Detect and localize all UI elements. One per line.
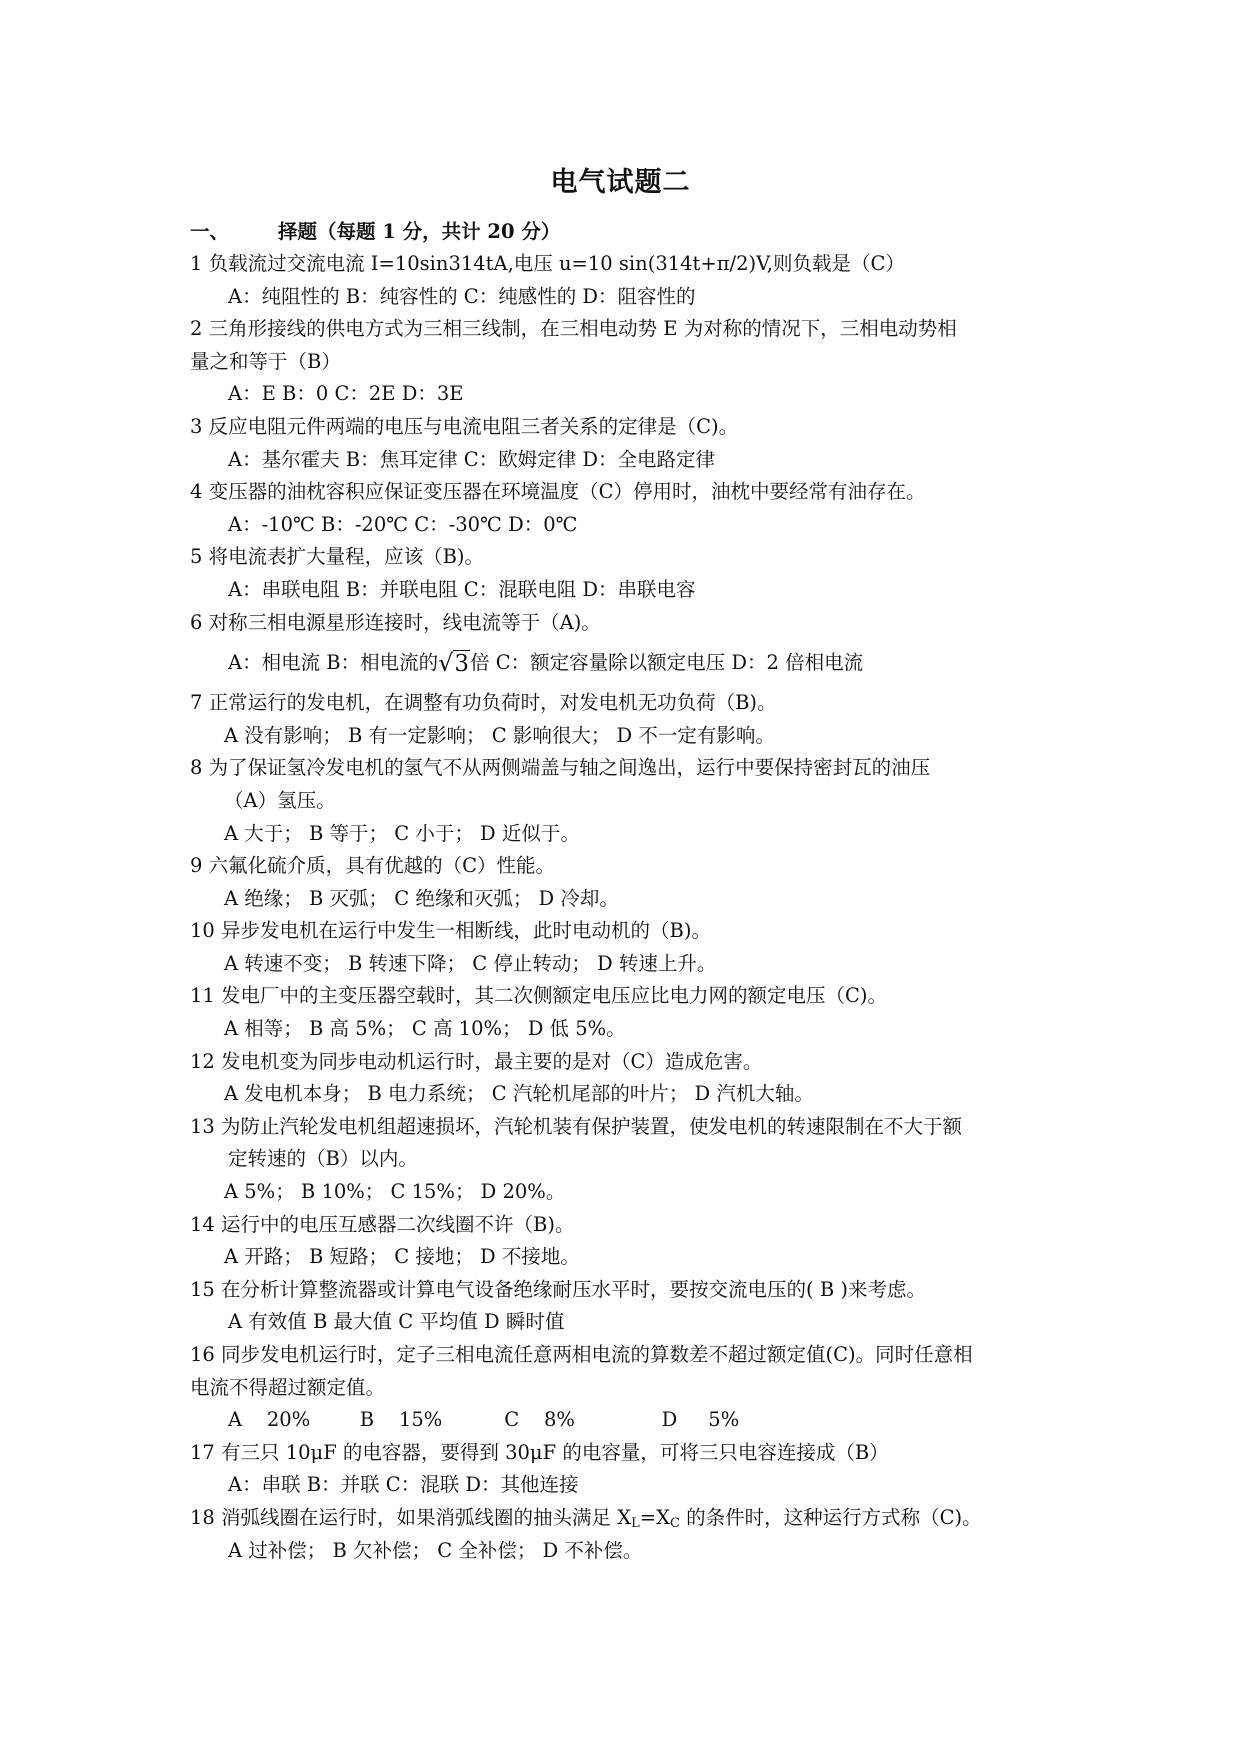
- question-9-options: A 绝缘； B 灭弧； C 绝缘和灭弧； D 冷却。: [224, 886, 619, 910]
- question-2-stem: 2 三角形接线的供电方式为三相三线制，在三相电动势 E 为对称的情况下，三相电动势相: [190, 317, 957, 341]
- question-14-options: A 开路； B 短路； C 接地； D 不接地。: [224, 1245, 580, 1269]
- question-16-stem-continued: 电流不得超过额定值。: [190, 1375, 386, 1399]
- section-number: 一、: [190, 220, 230, 243]
- question-5-options: A：串联电阻 B：并联电阻 C：混联电阻 D：串联电容: [228, 577, 696, 601]
- question-18-stem-after: 的条件时，这种运行方式称（C)。: [679, 1505, 982, 1529]
- question-13-stem-continued: 定转速的（B）以内。: [228, 1147, 418, 1171]
- square-root-symbol: [438, 649, 470, 678]
- question-4-stem: 4 变压器的油枕容积应保证变压器在环境温度（C）停用时，油枕中要经常有油存在。: [190, 480, 926, 504]
- document-title: 电气试题二: [550, 167, 691, 198]
- question-8-options: A 大于； B 等于； C 小于； D 近似于。: [224, 821, 580, 845]
- question-4-options: A：-10℃ B：-20℃ C：-30℃ D：0℃: [228, 512, 578, 536]
- question-16-stem: 16 同步发电机运行时，定子三相电流任意两相电流的算数差不超过额定值(C)。同时任意相: [190, 1343, 973, 1366]
- question-5-stem: 5 将电流表扩大量程，应该（B)。: [190, 545, 485, 569]
- question-18-options: A 过补偿； B 欠补偿； C 全补偿； D 不补偿。: [228, 1538, 643, 1562]
- section-heading-text: 择题（每题 1 分，共计 20 分）: [278, 220, 561, 243]
- question-7-stem: 7 正常运行的发电机，在调整有功负荷时，对发电机无功负荷（B)。: [190, 691, 777, 715]
- question-1-stem: 1 负载流过交流电流 I=10sin314tA,电压 u=10 sin(314t+π/2)V,则负载是（C）: [190, 252, 905, 275]
- section-heading: [190, 218, 560, 246]
- subscript-c: C: [669, 1515, 680, 1531]
- radicand: 3: [454, 651, 470, 678]
- question-6-options: [190, 639, 1070, 687]
- question-10-options: A 转速不变； B 转速下降； C 停止转动； D 转速上升。: [224, 951, 717, 975]
- question-list: [190, 248, 1070, 1567]
- subscript-l: L: [631, 1515, 640, 1531]
- question-15-options: A 有效值 B 最大值 C 平均值 D 瞬时值: [228, 1310, 565, 1334]
- question-8-stem: 8 为了保证氢冷发电机的氢气不从两侧端盖与轴之间逸出，运行中要保持密封瓦的油压: [190, 756, 931, 780]
- question-9-stem: 9 六氟化硫介质，具有优越的（C）性能。: [190, 854, 556, 878]
- question-6-stem: 6 对称三相电源星形连接时，线电流等于（A)。: [190, 610, 601, 634]
- question-11-options: A 相等； B 高 5%； C 高 10%； D 低 5%。: [224, 1017, 626, 1041]
- question-13-options: A 5%； B 10%； C 15%； D 20%。: [224, 1180, 566, 1204]
- question-2-options: A：E B：0 C：2E D：3E: [228, 382, 464, 406]
- question-6-options-after: 倍 C：额定容量除以额定电压 D：2 倍相电流: [470, 651, 864, 675]
- question-3-stem: 3 反应电阻元件两端的电压与电流电阻三者关系的定律是（C)。: [190, 414, 739, 438]
- question-18-stem-before: 18 消弧线圈在运行时，如果消弧线圈的抽头满足 X: [190, 1505, 632, 1529]
- question-18-stem: [190, 1502, 1070, 1535]
- question-6-options-before: A：相电流 B：相电流的: [228, 651, 439, 675]
- question-13-stem: 13 为防止汽轮发电机组超速损坏，汽轮机装有保护装置，使发电机的转速限制在不大于额: [190, 1114, 963, 1138]
- question-8-stem-continued: （A）氢压。: [224, 788, 336, 812]
- question-2-stem-continued: 量之和等于（B）: [190, 349, 341, 373]
- question-15-stem: 15 在分析计算整流器或计算电气设备绝缘耐压水平时，要按交流电压的( B )来考虑。: [190, 1277, 926, 1301]
- question-14-stem: 14 运行中的电压互感器二次线圈不许（B)。: [190, 1212, 575, 1236]
- question-17-stem: 17 有三只 10μF 的电容器，要得到 30μF 的电容量，可将三只电容连接成（B）: [190, 1440, 889, 1464]
- radical-sign: √: [438, 649, 454, 678]
- question-10-stem: 10 异步发电机在运行中发生一相断线，此时电动机的（B)。: [190, 919, 711, 943]
- question-12-options: A 发电机本身； B 电力系统； C 汽轮机尾部的叶片； D 汽机大轴。: [224, 1082, 814, 1106]
- question-7-options: A 没有影响； B 有一定影响； C 影响很大； D 不一定有影响。: [224, 723, 775, 747]
- question-16-options: A 20% B 15% C 8% D 5%: [228, 1408, 740, 1432]
- question-3-options: A：基尔霍夫 B：焦耳定律 C：欧姆定律 D：全电路定律: [228, 447, 716, 471]
- question-1-options: A：纯阻性的 B：纯容性的 C：纯感性的 D：阻容性的: [228, 284, 696, 308]
- question-12-stem: 12 发电机变为同步电动机运行时，最主要的是对（C）造成危害。: [190, 1049, 763, 1073]
- question-11-stem: 11 发电厂中的主变压器空载时，其二次侧额定电压应比电力网的额定电压（C)。: [190, 984, 888, 1008]
- question-18-stem-mid: =X: [639, 1505, 670, 1529]
- question-17-options: A：串联 B：并联 C：混联 D：其他连接: [228, 1473, 579, 1497]
